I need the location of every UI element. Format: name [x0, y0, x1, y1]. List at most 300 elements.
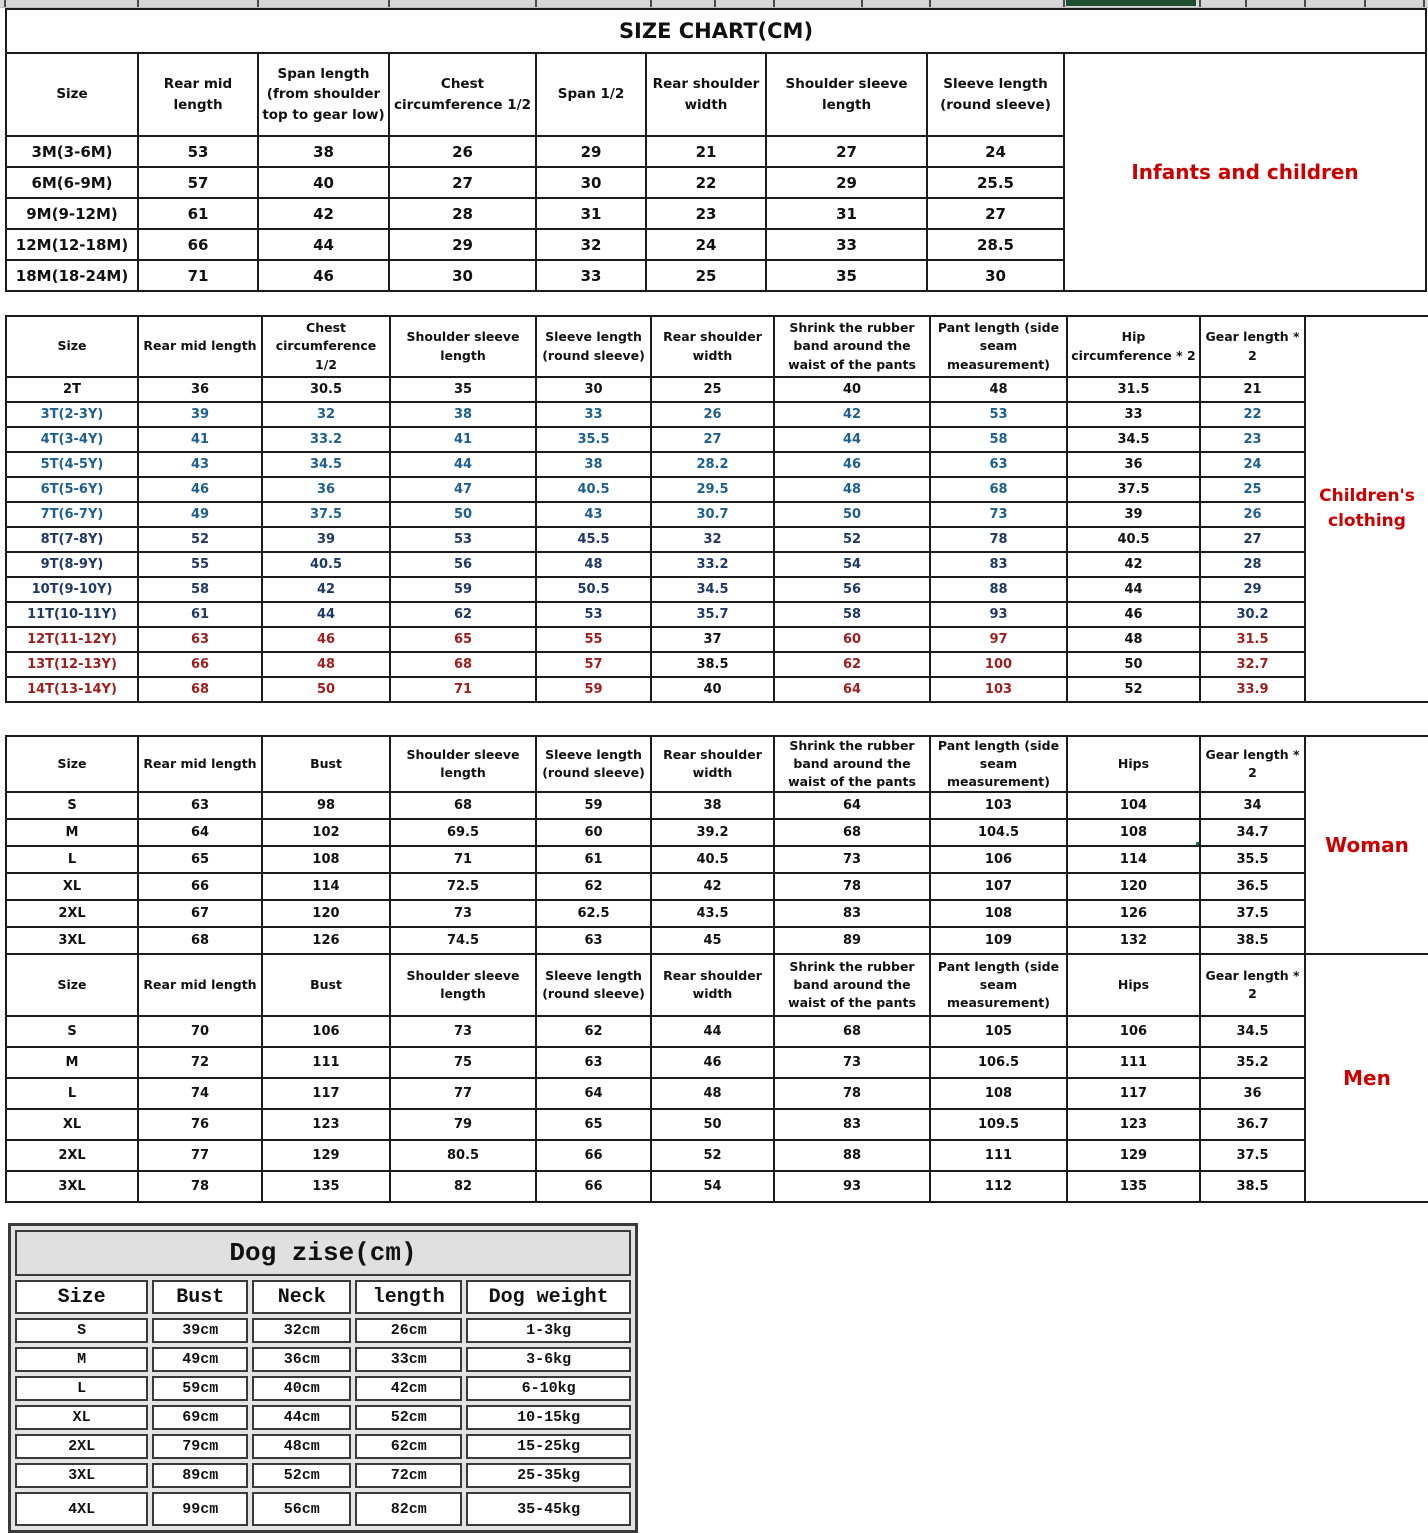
column-tick: [535, 0, 537, 7]
column-tick: [714, 0, 716, 7]
data-cell: 36cm: [252, 1347, 351, 1372]
data-cell: 34.5: [262, 452, 390, 477]
data-cell: 29: [536, 136, 646, 167]
data-cell: 65: [390, 627, 536, 652]
data-cell: 28: [1200, 552, 1305, 577]
data-cell: 48: [651, 1078, 774, 1109]
column-tick: [257, 0, 259, 7]
header-cell: Shrink the rubber band around the waist of the pants: [774, 954, 930, 1016]
data-cell: 65: [536, 1109, 651, 1140]
data-cell: 104: [1067, 792, 1200, 819]
data-cell: 32cm: [252, 1318, 351, 1343]
row-label-cell: 12T(11-12Y): [6, 627, 138, 652]
row-label-cell: 10T(9-10Y): [6, 577, 138, 602]
table-row: [6, 954, 1428, 1016]
data-cell: 26: [651, 402, 774, 427]
data-cell: 123: [1067, 1109, 1200, 1140]
data-cell: 111: [262, 1047, 390, 1078]
data-cell: 46: [262, 627, 390, 652]
data-cell: 45.5: [536, 527, 651, 552]
data-cell: 42: [774, 402, 930, 427]
data-cell: 105: [930, 1016, 1067, 1047]
column-tick: [1245, 0, 1247, 7]
data-cell: 64: [536, 1078, 651, 1109]
row-label-cell: 13T(12-13Y): [6, 652, 138, 677]
data-cell: 21: [646, 136, 766, 167]
data-cell: 73: [930, 502, 1067, 527]
data-cell: 25: [646, 260, 766, 291]
data-cell: 74.5: [390, 927, 536, 954]
data-cell: 36.5: [1200, 873, 1305, 900]
column-tick: [1063, 0, 1065, 7]
data-cell: 46: [138, 477, 262, 502]
data-cell: 80.5: [390, 1140, 536, 1171]
data-cell: 63: [536, 927, 651, 954]
data-cell: 67: [138, 900, 262, 927]
header-cell: Shrink the rubber band around the waist of the pants: [774, 316, 930, 377]
row-label-cell: L: [6, 846, 138, 873]
header-cell: Size: [6, 736, 138, 792]
data-cell: 109: [930, 927, 1067, 954]
data-cell: 27: [389, 167, 536, 198]
header-cell: Chest circumference 1/2: [262, 316, 390, 377]
data-cell: 35.7: [651, 602, 774, 627]
data-cell: 93: [774, 1171, 930, 1202]
data-cell: 102: [262, 819, 390, 846]
data-cell: 103: [930, 792, 1067, 819]
table-row: [6, 900, 1428, 927]
data-cell: 114: [1067, 846, 1200, 873]
header-cell: Shoulder sleeve length: [390, 316, 536, 377]
data-cell: 37: [651, 627, 774, 652]
data-cell: 33: [536, 402, 651, 427]
data-cell: 29: [389, 229, 536, 260]
side-label-women: Woman: [1305, 736, 1428, 954]
header-cell: Rear shoulder width: [651, 316, 774, 377]
data-cell: 76: [138, 1109, 262, 1140]
data-cell: 43.5: [651, 900, 774, 927]
data-cell: 37.5: [1200, 900, 1305, 927]
data-cell: 25.5: [927, 167, 1064, 198]
data-cell: 27: [766, 136, 927, 167]
data-cell: 30.2: [1200, 602, 1305, 627]
data-cell: 52cm: [355, 1405, 462, 1430]
data-cell: 39cm: [152, 1318, 248, 1343]
data-cell: 42: [1067, 552, 1200, 577]
row-label-cell: M: [6, 819, 138, 846]
data-cell: 60: [536, 819, 651, 846]
data-cell: 35: [390, 377, 536, 402]
row-label-cell: 14T(13-14Y): [6, 677, 138, 702]
data-cell: 53: [536, 602, 651, 627]
header-cell: Sleeve length (round sleeve): [536, 736, 651, 792]
data-cell: 31.5: [1200, 627, 1305, 652]
column-tick: [1304, 0, 1306, 7]
data-cell: 22: [1200, 402, 1305, 427]
header-cell: Bust: [262, 954, 390, 1016]
data-cell: 36.7: [1200, 1109, 1305, 1140]
table-row: [15, 1463, 631, 1488]
data-cell: 40: [774, 377, 930, 402]
data-cell: 83: [774, 900, 930, 927]
data-cell: 33.2: [651, 552, 774, 577]
data-cell: 68: [930, 477, 1067, 502]
table-row: [15, 1230, 631, 1276]
table-row: [6, 1016, 1428, 1047]
data-cell: 49: [138, 502, 262, 527]
row-label-cell: 2T: [6, 377, 138, 402]
row-label-cell: 6M(6-9M): [6, 167, 138, 198]
table-row: [6, 846, 1428, 873]
data-cell: 72: [138, 1047, 262, 1078]
data-cell: 33: [536, 260, 646, 291]
data-cell: 48cm: [252, 1434, 351, 1459]
data-cell: 44cm: [252, 1405, 351, 1430]
data-cell: 31.5: [1067, 377, 1200, 402]
data-cell: 88: [930, 577, 1067, 602]
row-label-cell: XL: [6, 1109, 138, 1140]
data-cell: 36: [1067, 452, 1200, 477]
data-cell: 33.9: [1200, 677, 1305, 702]
row-label-cell: S: [15, 1318, 148, 1343]
data-cell: 64: [774, 677, 930, 702]
data-cell: 25: [1200, 477, 1305, 502]
data-cell: 52: [774, 527, 930, 552]
data-cell: 72cm: [355, 1463, 462, 1488]
row-label-cell: 9M(9-12M): [6, 198, 138, 229]
row-label-cell: 3XL: [15, 1463, 148, 1488]
data-cell: 88: [774, 1140, 930, 1171]
data-cell: 63: [930, 452, 1067, 477]
data-cell: 114: [262, 873, 390, 900]
data-cell: 68: [390, 792, 536, 819]
data-cell: 32: [651, 527, 774, 552]
data-cell: 46: [774, 452, 930, 477]
data-cell: 71: [390, 846, 536, 873]
header-cell: Rear mid length: [138, 53, 258, 136]
data-cell: 83: [930, 552, 1067, 577]
data-cell: 35-45kg: [466, 1492, 631, 1526]
data-cell: 59: [536, 792, 651, 819]
row-label-cell: 3XL: [6, 1171, 138, 1202]
data-cell: 33cm: [355, 1347, 462, 1372]
column-tick: [4, 0, 6, 7]
data-cell: 39.2: [651, 819, 774, 846]
data-cell: 72.5: [390, 873, 536, 900]
data-cell: 120: [1067, 873, 1200, 900]
data-cell: 70: [138, 1016, 262, 1047]
data-cell: 123: [262, 1109, 390, 1140]
data-cell: 103: [930, 677, 1067, 702]
header-cell: Size: [15, 1280, 148, 1314]
data-cell: 117: [262, 1078, 390, 1109]
dog-size-table: [8, 1223, 638, 1533]
data-cell: 74: [138, 1078, 262, 1109]
header-cell: Gear length * 2: [1200, 954, 1305, 1016]
data-cell: 55: [536, 627, 651, 652]
data-cell: 30.7: [651, 502, 774, 527]
data-cell: 40: [258, 167, 389, 198]
table-row: [6, 427, 1428, 452]
header-cell: Pant length (side seam measurement): [930, 316, 1067, 377]
data-cell: 66: [536, 1140, 651, 1171]
header-cell: Hips: [1067, 736, 1200, 792]
data-cell: 44: [390, 452, 536, 477]
header-cell: Sleeve length (round sleeve): [536, 954, 651, 1016]
data-cell: 38: [390, 402, 536, 427]
data-cell: 36: [262, 477, 390, 502]
size-chart-title: SIZE CHART(CM): [6, 9, 1426, 53]
data-cell: 59cm: [152, 1376, 248, 1401]
data-cell: 30: [389, 260, 536, 291]
data-cell: 58: [138, 577, 262, 602]
data-cell: 59: [390, 577, 536, 602]
data-cell: 56: [390, 552, 536, 577]
data-cell: 111: [930, 1140, 1067, 1171]
data-cell: 37.5: [1067, 477, 1200, 502]
table-row: [6, 552, 1428, 577]
data-cell: 100: [930, 652, 1067, 677]
data-cell: 26: [389, 136, 536, 167]
header-cell: Gear length * 2: [1200, 736, 1305, 792]
table-row: [6, 652, 1428, 677]
row-label-cell: 2XL: [6, 1140, 138, 1171]
data-cell: 64: [774, 792, 930, 819]
data-cell: 24: [927, 136, 1064, 167]
data-cell: 42: [258, 198, 389, 229]
data-cell: 28.5: [927, 229, 1064, 260]
data-cell: 63: [536, 1047, 651, 1078]
data-cell: 31: [766, 198, 927, 229]
data-cell: 68: [774, 819, 930, 846]
data-cell: 36: [1200, 1078, 1305, 1109]
data-cell: 62: [774, 652, 930, 677]
table-row: [6, 452, 1428, 477]
table-row: [6, 1078, 1428, 1109]
data-cell: 22: [646, 167, 766, 198]
data-cell: 50: [651, 1109, 774, 1140]
data-cell: 107: [930, 873, 1067, 900]
data-cell: 68: [390, 652, 536, 677]
data-cell: 64: [138, 819, 262, 846]
row-label-cell: 18M(18-24M): [6, 260, 138, 291]
data-cell: 78: [930, 527, 1067, 552]
data-cell: 71: [390, 677, 536, 702]
header-cell: Rear mid length: [138, 316, 262, 377]
table-row: [6, 1171, 1428, 1202]
data-cell: 40.5: [651, 846, 774, 873]
header-cell: Shoulder sleeve length: [390, 736, 536, 792]
data-cell: 15-25kg: [466, 1434, 631, 1459]
data-cell: 62: [536, 873, 651, 900]
data-cell: 28.2: [651, 452, 774, 477]
data-cell: 34.5: [1067, 427, 1200, 452]
data-cell: 48: [262, 652, 390, 677]
data-cell: 21: [1200, 377, 1305, 402]
data-cell: 106.5: [930, 1047, 1067, 1078]
header-cell: Size: [6, 53, 138, 136]
data-cell: 82: [390, 1171, 536, 1202]
data-cell: 43: [138, 452, 262, 477]
row-label-cell: 3XL: [6, 927, 138, 954]
data-cell: 40: [651, 677, 774, 702]
column-tick: [650, 0, 652, 7]
table-row: [6, 53, 1426, 136]
data-cell: 40.5: [262, 552, 390, 577]
table-row: [15, 1492, 631, 1526]
header-cell: Rear shoulder width: [651, 736, 774, 792]
data-cell: 38: [651, 792, 774, 819]
data-cell: 44: [651, 1016, 774, 1047]
data-cell: 44: [774, 427, 930, 452]
data-cell: 44: [1067, 577, 1200, 602]
data-cell: 66: [138, 652, 262, 677]
data-cell: 69.5: [390, 819, 536, 846]
row-label-cell: XL: [15, 1405, 148, 1430]
table-row: [6, 602, 1428, 627]
data-cell: 40.5: [536, 477, 651, 502]
column-ruler-strip: [0, 0, 1428, 8]
table-row: [6, 736, 1428, 792]
data-cell: 54: [651, 1171, 774, 1202]
header-cell: Neck: [252, 1280, 351, 1314]
table-row: [6, 927, 1428, 954]
data-cell: 89: [774, 927, 930, 954]
column-tick: [1364, 0, 1366, 7]
data-cell: 58: [774, 602, 930, 627]
table-row: [6, 316, 1428, 377]
data-cell: 37.5: [262, 502, 390, 527]
header-cell: Span length (from shoulder top to gear low): [258, 53, 389, 136]
data-cell: 40.5: [1067, 527, 1200, 552]
data-cell: 46: [651, 1047, 774, 1078]
data-cell: 44: [258, 229, 389, 260]
data-cell: 34: [1200, 792, 1305, 819]
data-cell: 35.5: [1200, 846, 1305, 873]
data-cell: 135: [262, 1171, 390, 1202]
header-cell: Hip circumference * 2: [1067, 316, 1200, 377]
data-cell: 6-10kg: [466, 1376, 631, 1401]
data-cell: 63: [138, 792, 262, 819]
data-cell: 30.5: [262, 377, 390, 402]
table-row: [6, 502, 1428, 527]
data-cell: 33: [766, 229, 927, 260]
data-cell: 25: [651, 377, 774, 402]
data-cell: 1-3kg: [466, 1318, 631, 1343]
data-cell: 108: [930, 1078, 1067, 1109]
data-cell: 38.5: [1200, 927, 1305, 954]
data-cell: 29: [1200, 577, 1305, 602]
column-tick: [861, 0, 863, 7]
data-cell: 120: [262, 900, 390, 927]
data-cell: 135: [1067, 1171, 1200, 1202]
data-cell: 23: [646, 198, 766, 229]
row-label-cell: 7T(6-7Y): [6, 502, 138, 527]
data-cell: 62.5: [536, 900, 651, 927]
data-cell: 34.5: [651, 577, 774, 602]
table-row: [6, 627, 1428, 652]
data-cell: 63: [138, 627, 262, 652]
row-label-cell: M: [6, 1047, 138, 1078]
table-row: [15, 1405, 631, 1430]
table-row: [6, 1109, 1428, 1140]
selection-range-top-mark: [1066, 0, 1196, 6]
data-cell: 35: [766, 260, 927, 291]
column-tick: [929, 0, 931, 7]
data-cell: 97: [930, 627, 1067, 652]
data-cell: 98: [262, 792, 390, 819]
header-cell: Shoulder sleeve length: [766, 53, 927, 136]
header-cell: Rear mid length: [138, 954, 262, 1016]
header-cell: Span 1/2: [536, 53, 646, 136]
table-row: [15, 1434, 631, 1459]
data-cell: 23: [1200, 427, 1305, 452]
column-tick: [1199, 0, 1201, 7]
row-label-cell: XL: [6, 873, 138, 900]
data-cell: 49cm: [152, 1347, 248, 1372]
adult-size-table: [5, 735, 1428, 1203]
row-label-cell: 4XL: [15, 1492, 148, 1526]
data-cell: 79cm: [152, 1434, 248, 1459]
data-cell: 47: [390, 477, 536, 502]
header-cell: Size: [6, 954, 138, 1016]
row-label-cell: 6T(5-6Y): [6, 477, 138, 502]
data-cell: 61: [138, 198, 258, 229]
data-cell: 65: [138, 846, 262, 873]
data-cell: 132: [1067, 927, 1200, 954]
table-row: [6, 819, 1428, 846]
header-cell: Shrink the rubber band around the waist of the pants: [774, 736, 930, 792]
row-label-cell: 5T(4-5Y): [6, 452, 138, 477]
data-cell: 56: [774, 577, 930, 602]
row-label-cell: M: [15, 1347, 148, 1372]
header-cell: length: [355, 1280, 462, 1314]
data-cell: 33.2: [262, 427, 390, 452]
data-cell: 66: [536, 1171, 651, 1202]
data-cell: 35.5: [536, 427, 651, 452]
data-cell: 41: [138, 427, 262, 452]
row-label-cell: L: [6, 1078, 138, 1109]
data-cell: 83: [774, 1109, 930, 1140]
header-cell: Sleeve length (round sleeve): [536, 316, 651, 377]
data-cell: 112: [930, 1171, 1067, 1202]
data-cell: 50: [774, 502, 930, 527]
data-cell: 99cm: [152, 1492, 248, 1526]
table-row: [15, 1376, 631, 1401]
data-cell: 35.2: [1200, 1047, 1305, 1078]
data-cell: 40cm: [252, 1376, 351, 1401]
data-cell: 27: [651, 427, 774, 452]
data-cell: 106: [1067, 1016, 1200, 1047]
data-cell: 30: [536, 377, 651, 402]
data-cell: 52: [651, 1140, 774, 1171]
data-cell: 77: [390, 1078, 536, 1109]
header-cell: Rear mid length: [138, 736, 262, 792]
data-cell: 73: [390, 900, 536, 927]
data-cell: 53: [138, 136, 258, 167]
data-cell: 68: [774, 1016, 930, 1047]
data-cell: 27: [1200, 527, 1305, 552]
table-row: [15, 1318, 631, 1343]
table-row: [6, 402, 1428, 427]
data-cell: 89cm: [152, 1463, 248, 1488]
data-cell: 36: [138, 377, 262, 402]
data-cell: 73: [390, 1016, 536, 1047]
data-cell: 37.5: [1200, 1140, 1305, 1171]
data-cell: 58: [930, 427, 1067, 452]
selection-handle: [1195, 841, 1200, 846]
data-cell: 117: [1067, 1078, 1200, 1109]
